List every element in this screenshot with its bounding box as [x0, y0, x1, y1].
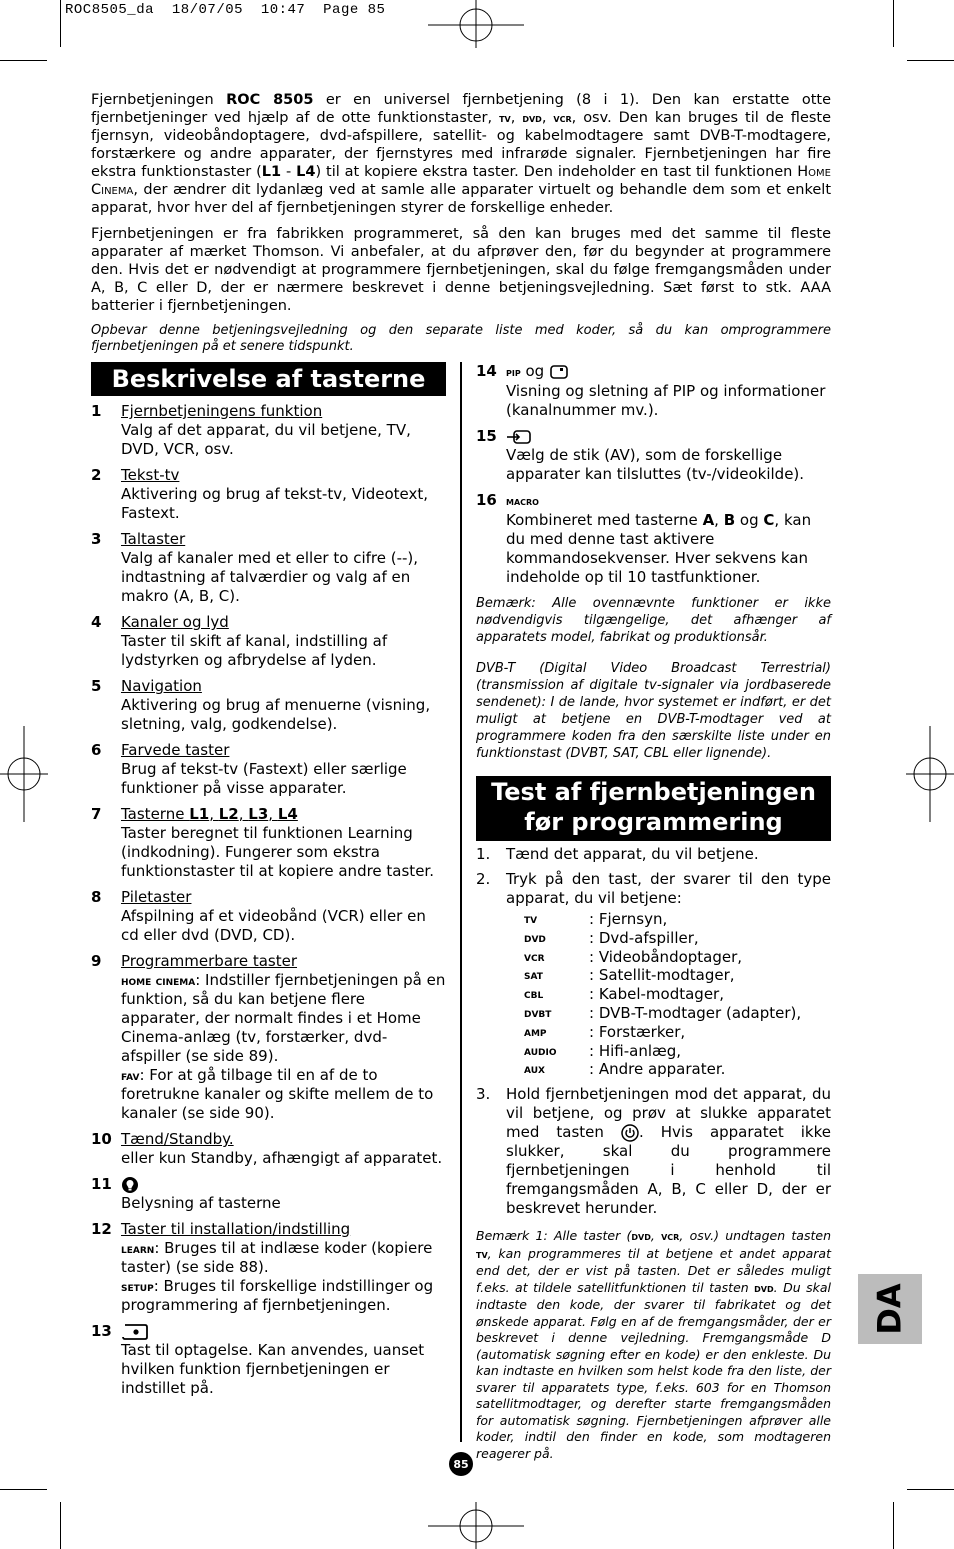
item-number: 2 [91, 466, 102, 484]
note-text: . Du skal indtaste den kode, der svarer til fabrikatet og det ønskede apparat. Følg en af de fremgangsmåder, der er beskrevet i denne vejledning. Fremgangsmåde D (automatisk søgning efter en kode) er den enkleste. Du kan indtaste en hvilken som helst kode fra den liste, der svarer til apparatets type, f.eks. 603 for en Thomson satellitmodtager, og derefter starte fremgangsmåden for automatisk søgning. Fjernbetjeningen afprøver alle koder, indtil den finder en kode, som modtageren reagerer på. [476, 1279, 831, 1461]
key-item [91, 1130, 446, 1168]
info-key-icon [549, 364, 569, 380]
item-title: Farvede taster [121, 741, 230, 759]
separator: , [714, 511, 724, 529]
intro-note: Opbevar denne betjeningsvejledning og den separate liste med koder, så du kan omprogrammere fjernbetjeningen på et senere tidspunkt. [91, 323, 831, 354]
banner-line: Test af fjernbetjeningen [491, 778, 816, 806]
item-description: Visning og sletning af PIP og informationer (kanalnummer mv.). [506, 382, 826, 419]
item-description [506, 511, 831, 587]
key-tv: tv [476, 1247, 488, 1261]
item-description-text: , kan du med denne tast aktivere kommandosekvenser. Hver sekvens kan indeholde op til 10 tastfunktioner. [506, 511, 812, 586]
item-title: Taster til installation/indstilling [121, 1220, 351, 1238]
item-description-text: : Bruges til forskellige indstillinger og programmering af fjernbetjeningen. [121, 1277, 434, 1314]
item-description: Afspilning af et videobånd (VCR) eller en cd eller dvd (DVD, CD). [121, 907, 426, 944]
device-key: tv [524, 911, 538, 926]
step-text: Tænd det apparat, du vil betjene. [506, 845, 759, 863]
device-label: : Fjernsyn, [589, 910, 668, 928]
crop-mark [60, 1502, 61, 1549]
right-column [476, 362, 831, 1476]
item-description: Taster beregnet til funktionen Learning (indkodning). Fungerer som ekstra funktionstaster til at kopiere andre taster. [121, 824, 434, 880]
left-column [91, 362, 446, 1405]
step-text-part: Hold fjernbetjeningen mod det apparat, du vil betjene, og prøv at slukke apparatet med tasten [506, 1085, 831, 1142]
note-text: , osv.) undtagen tasten [679, 1228, 831, 1244]
key-vcr: vcr [553, 111, 572, 125]
item-description-text: : Indstiller fjernbetjeningen på en funktion, så du kan betjene flere apparater, der normalt findes i et Home Cinema-anlæg (tv, forstærker, dvd-afspiller (se side 89). [121, 971, 446, 1065]
item-description [121, 971, 446, 1123]
key-l4: L4 [277, 805, 298, 823]
print-slug: ROC8505_da 18/07/05 10:47 Page 85 [65, 2, 386, 18]
device-row [524, 948, 831, 967]
device-row [524, 966, 831, 985]
key-learn: learn [121, 1241, 155, 1256]
separator: , [238, 805, 249, 823]
key-item [91, 1322, 446, 1398]
device-label: : Kabel-modtager, [589, 985, 724, 1004]
device-key: vcr [524, 948, 545, 964]
item-title: Kanaler og lyd [121, 613, 229, 631]
key-dvd: dvd [754, 1281, 774, 1295]
model-name: ROC 8505 [226, 92, 314, 108]
intro-text: Fjernbetjeningen [91, 92, 227, 108]
column-divider [460, 362, 462, 1442]
crop-mark [907, 1489, 954, 1490]
section-banner-test [476, 776, 831, 841]
step-text-part: . Hvis apparatet ikke slukker, skal du programmere fjernbetjeningen i henhold til fremgangsmåden A, B, C eller D, der er beskrevet herunder. [506, 1123, 831, 1218]
device-row [524, 910, 831, 929]
item-title: Taltaster [121, 530, 186, 548]
item-description [121, 1239, 446, 1315]
device-label: : Forstærker, [589, 1022, 686, 1041]
key-item [91, 530, 446, 606]
key-item [91, 613, 446, 670]
language-tab [858, 1274, 922, 1344]
item-title: Tekst-tv [121, 466, 180, 484]
device-row [524, 1023, 831, 1042]
item-number: 4 [91, 613, 102, 631]
device-label: : Videobåndoptager, [589, 947, 743, 966]
key-home-cinema: home cinema [121, 973, 196, 988]
item-number: 13 [91, 1322, 112, 1340]
device-key: aux [524, 1061, 545, 1077]
crop-mark [907, 60, 954, 61]
item-number: 12 [91, 1220, 112, 1238]
device-key: audio [524, 1042, 557, 1058]
light-bulb-icon [121, 1176, 139, 1194]
item-description: Taster til skift af kanal, indstilling af lydstyrken og afbrydelse af lyden. [121, 632, 388, 669]
key-l1: L1 [261, 164, 282, 180]
item-number: 1 [91, 402, 102, 420]
key-l2: L2 [218, 805, 239, 823]
key-l1: L1 [189, 805, 210, 823]
intro-paragraph-2: Fjernbetjeningen er fra fabrikken programmeret, så den kan bruges med det samme til fleste apparater af mærket Thomson. Vi anbefaler, at du afprøver den, før du begynder at programmere den. Hvis det er nødvendigt at programmere fjernbetjeningen, skal du følge fremgangsmåden under A, B, C eller D, der er nærmere beskrevet i denne betjeningsvejledning. Sæt først to stk. AAA batterier i fjernbetjeningen. [91, 226, 831, 314]
item-number: 6 [91, 741, 102, 759]
record-key-icon [121, 1323, 149, 1341]
key-item [476, 491, 831, 587]
device-key: dvd [524, 929, 546, 945]
device-key: dvbt [524, 1004, 552, 1020]
item-title: Navigation [121, 677, 202, 695]
step-text: Tryk på den tast, der svarer til den type apparat, du vil betjene: [506, 870, 831, 907]
intro-section [91, 91, 831, 363]
intro-text: , der ændrer dit lydanlæg ved at samle alle apparater virtuelt og behandle dem som et enkelt apparat, hvor hver del af fjernbetjeningen styrer de forskellige enheder. [91, 182, 831, 216]
registration-mark [428, 1502, 524, 1549]
page-number: 85 [449, 1452, 473, 1476]
device-row [524, 1060, 831, 1079]
registration-mark [428, 0, 524, 48]
item-description-text: : Bruges til at indlæse koder (kopiere taster) (se side 88). [121, 1239, 433, 1276]
device-key: amp [524, 1023, 547, 1039]
banner-line: før programmering [524, 808, 783, 836]
item-description-text: Kombineret med tasterne [506, 511, 703, 529]
key-item [91, 952, 446, 1123]
key-c: C [763, 511, 775, 529]
item-description: Valg af det apparat, du vil betjene, TV, DVD, VCR, osv. [121, 421, 411, 458]
item-description: Aktivering og brug af menuerne (visning, sletning, valg, godkendelse). [121, 696, 431, 733]
test-steps [476, 845, 831, 1218]
item-title: Tænd/Standby. [121, 1130, 234, 1148]
key-item [91, 805, 446, 881]
item-description: eller kun Standby, afhængigt af apparatet. [121, 1149, 443, 1167]
item-description: Aktivering og brug af tekst-tv, Videotext, Fastext. [121, 485, 429, 522]
home-cinema-label: Home Cinema [91, 164, 832, 198]
device-row [524, 1004, 831, 1023]
key-item [91, 741, 446, 798]
device-row [524, 929, 831, 948]
device-label: : Andre apparater. [589, 1060, 726, 1079]
item-title-text: og [520, 362, 549, 380]
item-description: Tast til optagelse. Kan anvendes, uanset hvilken funktion fjernbetjeningen er indstillet på. [121, 1341, 425, 1397]
step-item [476, 870, 831, 908]
registration-mark [0, 726, 48, 822]
item-number: 10 [91, 1130, 112, 1148]
crop-mark [60, 0, 61, 47]
step-item [476, 1085, 831, 1218]
device-key: cbl [524, 986, 544, 1002]
intro-paragraph-1: Fjernbetjeningen ROC 8505 er en universel fjernbetjening (8 i 1). Den kan erstatte otte fjernbetjeninger ved hjælp af de otte funktionstaster, tv, dvd, vcr, osv. Den kan bruges til de fleste fjernsyn, videobåndoptagere, dvd-afspillere, satellit- og kabelmodtagere samt DVB-T-modtagere, forstærkere og andre apparater, der fjernstyres med infrarøde signaler. Fjernbetjeningen har fire ekstra funktionstaster (L1 - L4) til at kopiere ekstra taster. Den indeholder en tast til funktionen Home Cinema, der ændrer dit lydanlæg ved at samle alle apparater virtuelt og behandle dem som et enkelt apparat, hvor hver del af fjernbetjeningen styrer de forskellige enheder. [91, 92, 832, 216]
key-dvd: dvd [631, 1230, 651, 1244]
step-number: 2. [476, 870, 491, 888]
device-row [524, 985, 831, 1004]
key-fav: fav [121, 1068, 140, 1083]
note-dvbt: DVB-T (Digital Video Broadcast Terrestrial) (transmission af digitale tv-signaler via jordbaserede sendenet): I de lande, hvor systemet er indført, er det muligt at betjene en DVB-T-modtager ved at programmere koden fra den særskilte liste under en funktionstast (DVBT, SAT, CBL eller lignende). [476, 661, 831, 761]
key-macro: macro [506, 494, 539, 508]
item-number: 8 [91, 888, 102, 906]
device-label: : DVB-T-modtager (adapter), [589, 1003, 802, 1022]
intro-text: - [281, 164, 297, 180]
separator: og [735, 511, 764, 529]
intro-text: , osv. Den kan bruges til de fleste fjernsyn, videobåndoptagere, dvd-afspillere, satellit- og kabelmodtagere samt DVB-T-modtagere, forstærkere og andre apparater, der fjernstyres med infrarøde signaler. Fjernbetjeningen har fire ekstra funktionstaster ( [91, 110, 832, 180]
separator: , [209, 805, 219, 823]
crop-mark [0, 1489, 47, 1490]
item-number: 15 [476, 427, 497, 445]
note-availability: Bemærk: Alle ovennævnte funktioner er ikke nødvendigvis tilgængelige, det afhænger af apparatets model, fabrikat og produktionsår. [476, 596, 831, 645]
note-programming: Bemærk 1: Alle taster (dvd, vcr, osv.) undtagen tasten tv, kan programmeres til at betjene et andet apparat end det, der er vist på tasten. Det er således muligt f.eks. at tildele satellitfunktionen til tasten dvd. Du skal indtaste den kode, der svarer til fabrikatet og det ønskede apparat. Følg en af de fremgangsmåder, der er beskrevet i denne vejledning. Fremgangsmåde D (automatisk søgning efter en kode) er den enkleste. Du kan indtaste en hvilken som helst kode fra den liste, der svarer til apparatets type, f.eks. 603 for en Thomson satellitmodtager, og derefter starte fremgangsmåden for automatisk søgning. Fjernbetjeningen afprøver alle koder, indtil den finder en kode, som modtageren reagerer på. [476, 1228, 831, 1461]
device-table [524, 910, 831, 1079]
device-row [524, 1042, 831, 1061]
item-number: 16 [476, 491, 497, 509]
key-pip: pip [506, 365, 521, 379]
crop-mark [893, 1502, 894, 1549]
intro-text: er en universel fjernbetjening (8 i 1). Den kan erstatte otte fjernbetjeninger ved hjælp af de otte funktionstaster, [91, 92, 831, 126]
key-l4: L4 [296, 164, 316, 180]
note-text: , kan programmeres til at betjene et andet apparat end det, der er vist på tasten. Det er således muligt f.eks. at tildele satellitfunktionen til tasten [476, 1245, 831, 1295]
separator: , [268, 805, 278, 823]
note-text: Bemærk 1: Alle taster ( [476, 1228, 632, 1244]
step-number: 1. [476, 845, 491, 863]
key-l3: L3 [248, 805, 269, 823]
key-item [91, 402, 446, 459]
item-number: 3 [91, 530, 102, 548]
item-number: 11 [91, 1175, 112, 1193]
item-number: 14 [476, 362, 497, 380]
device-label: : Dvd-afspiller, [589, 928, 699, 947]
device-label: : Hifi-anlæg, [589, 1041, 682, 1060]
av-source-icon [506, 429, 532, 445]
item-description: Brug af tekst-tv (Fastext) eller særlige funktioner på visse apparater. [121, 760, 407, 797]
intro-text: ) til at kopiere ekstra taster. Den indeholder en tast til funktionen [315, 164, 798, 180]
key-b: B [723, 511, 736, 529]
item-number: 7 [91, 805, 102, 823]
crop-mark [0, 60, 47, 61]
item-title: Piletaster [121, 888, 192, 906]
step-number: 3. [476, 1085, 491, 1104]
key-dvd: dvd [522, 111, 542, 125]
key-setup: setup [121, 1279, 154, 1294]
key-a: A [702, 511, 715, 529]
key-item [91, 1220, 446, 1315]
item-number: 5 [91, 677, 102, 695]
item-title [121, 805, 298, 823]
key-item [476, 362, 831, 420]
device-label: : Satellit-modtager, [589, 966, 735, 985]
registration-mark [906, 726, 954, 822]
step-text [506, 1085, 831, 1218]
item-description: Valg af kanaler med et eller to cifre (--), indtastning af talværdier og valg af en makro (A, B, C). [121, 549, 419, 605]
device-key: sat [524, 967, 543, 983]
step-item [476, 845, 831, 864]
key-tv: tv [499, 111, 511, 125]
item-title: Fjernbetjeningens funktion [121, 402, 323, 420]
key-item [91, 466, 446, 523]
item-number: 9 [91, 952, 102, 970]
item-title: Programmerbare taster [121, 952, 298, 970]
power-icon [621, 1124, 639, 1142]
item-title-text: Tasterne [121, 805, 190, 823]
item-description: Vælg de stik (AV), som de forskellige apparater kan tilsluttes (tv-/videokilde). [506, 446, 805, 483]
item-description-text: : For at gå tilbage til en af de to foretrukne kanaler og skifte mellem de to kanaler (se side 90). [121, 1066, 434, 1122]
language-tab-label: DA [870, 1283, 909, 1335]
key-item [91, 888, 446, 945]
key-vcr: vcr [661, 1230, 680, 1244]
key-item [91, 1175, 446, 1213]
item-description: Belysning af tasterne [121, 1194, 281, 1212]
key-item [476, 427, 831, 484]
section-banner-keys: Beskrivelse af tasterne [91, 362, 446, 396]
key-item [91, 677, 446, 734]
crop-mark [893, 0, 894, 47]
